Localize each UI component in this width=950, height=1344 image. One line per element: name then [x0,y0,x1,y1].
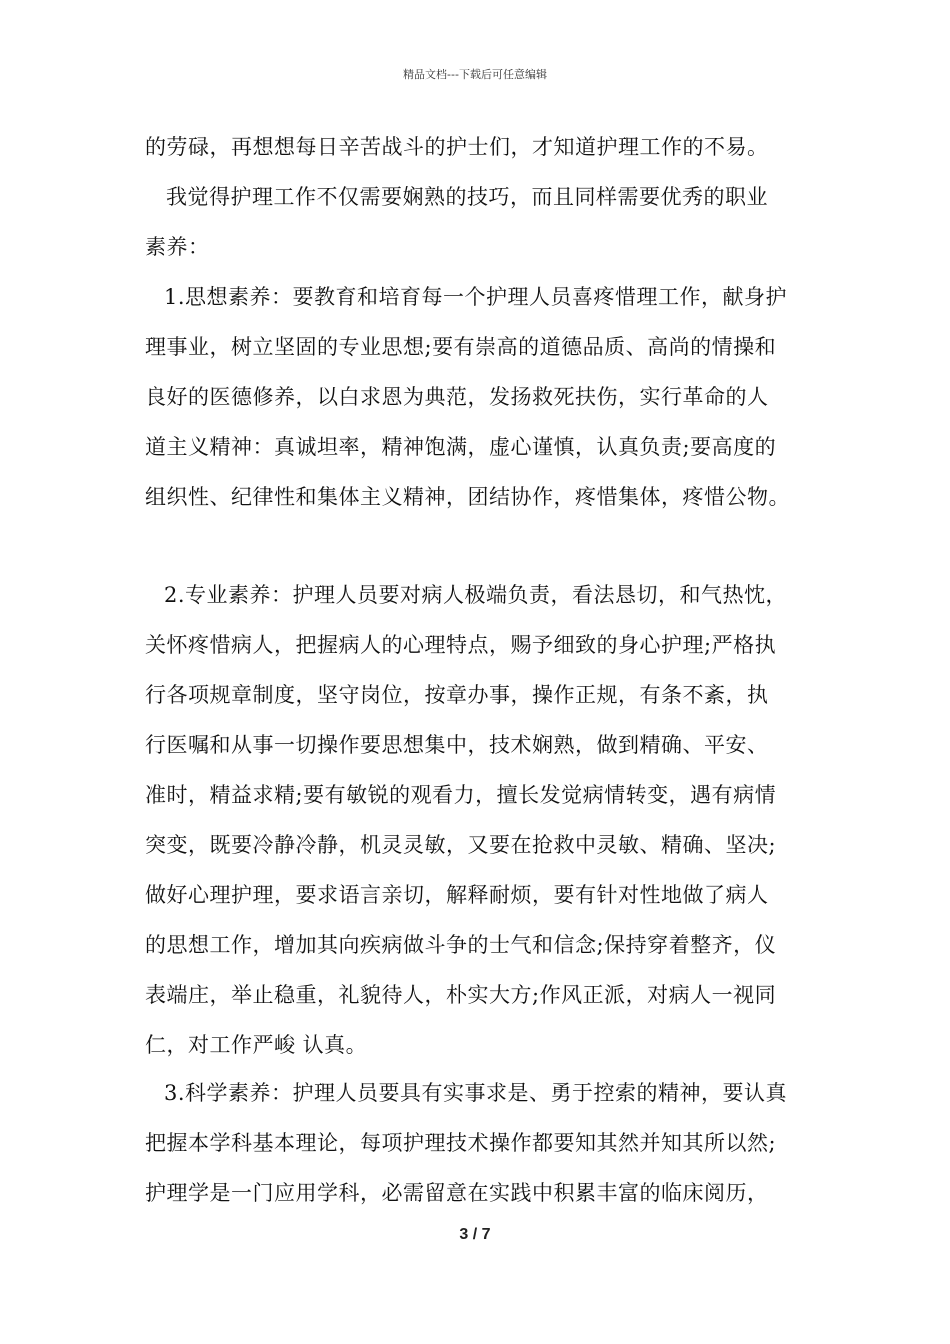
text-line: 2.专业素养：护理人员要对病人极端负责，看法恳切，和气热忱， [164,583,788,607]
text-line: 把握本学科基本理论，每项护理技术操作都要知其然并知其所以然; [145,1131,777,1155]
text-line: 突变，既要冷静冷静，机灵灵敏，又要在抢救中灵敏、精确、坚决; [145,833,777,857]
text-line: 素养： [145,235,210,259]
text-line: 行医嘱和从事一切操作要思想集中，技术娴熟，做到精确、平安、 [145,733,769,757]
text-line: 的思想工作，增加其向疾病做斗争的士气和信念;保持穿着整齐，仪 [145,933,777,957]
text-line: 行各项规章制度，坚守岗位，按章办事，操作正规，有条不紊，执 [145,683,769,707]
text-line: 护理学是一门应用学科，必需留意在实践中积累丰富的临床阅历， [145,1181,769,1205]
text-line: 仁，对工作严峻 认真。 [145,1033,368,1057]
text-line: 表端庄，举止稳重，礼貌待人，朴实大方;作风正派，对病人一视同 [145,983,777,1007]
text-line: 做好心理护理，要求语言亲切，解释耐烦，要有针对性地做了病人 [145,883,769,907]
text-line: 1.思想素养：要教育和培育每一个护理人员喜疼惜理工作，献身护 [164,285,788,309]
text-line: 理事业，树立坚固的专业思想;要有崇高的道德品质、高尚的情操和 [145,335,777,359]
text-line: 3.科学素养：护理人员要具有实事求是、勇于控索的精神，要认真 [164,1081,788,1105]
text-line: 关怀疼惜病人，把握病人的心理特点，赐予细致的身心护理;严格执 [145,633,777,657]
page-header: 精品文档---下载后可任意编辑 [403,68,547,81]
text-line: 我觉得护理工作不仅需要娴熟的技巧，而且同样需要优秀的职业 [166,185,768,209]
text-line: 准时，精益求精;要有敏锐的观看力，擅长发觉病情转变，遇有病情 [145,783,777,807]
text-line: 道主义精神：真诚坦率，精神饱满，虚心谨慎，认真负责;要高度的 [145,435,777,459]
page-number: 3 / 7 [459,1226,491,1243]
text-line: 组织性、纪律性和集体主义精神，团结协作，疼惜集体，疼惜公物。 [145,485,790,509]
text-line: 的劳碌，再想想每日辛苦战斗的护士们，才知道护理工作的不易。 [145,135,769,159]
text-line: 良好的医德修养，以白求恩为典范，发扬救死扶伤，实行革命的人 [145,385,769,409]
